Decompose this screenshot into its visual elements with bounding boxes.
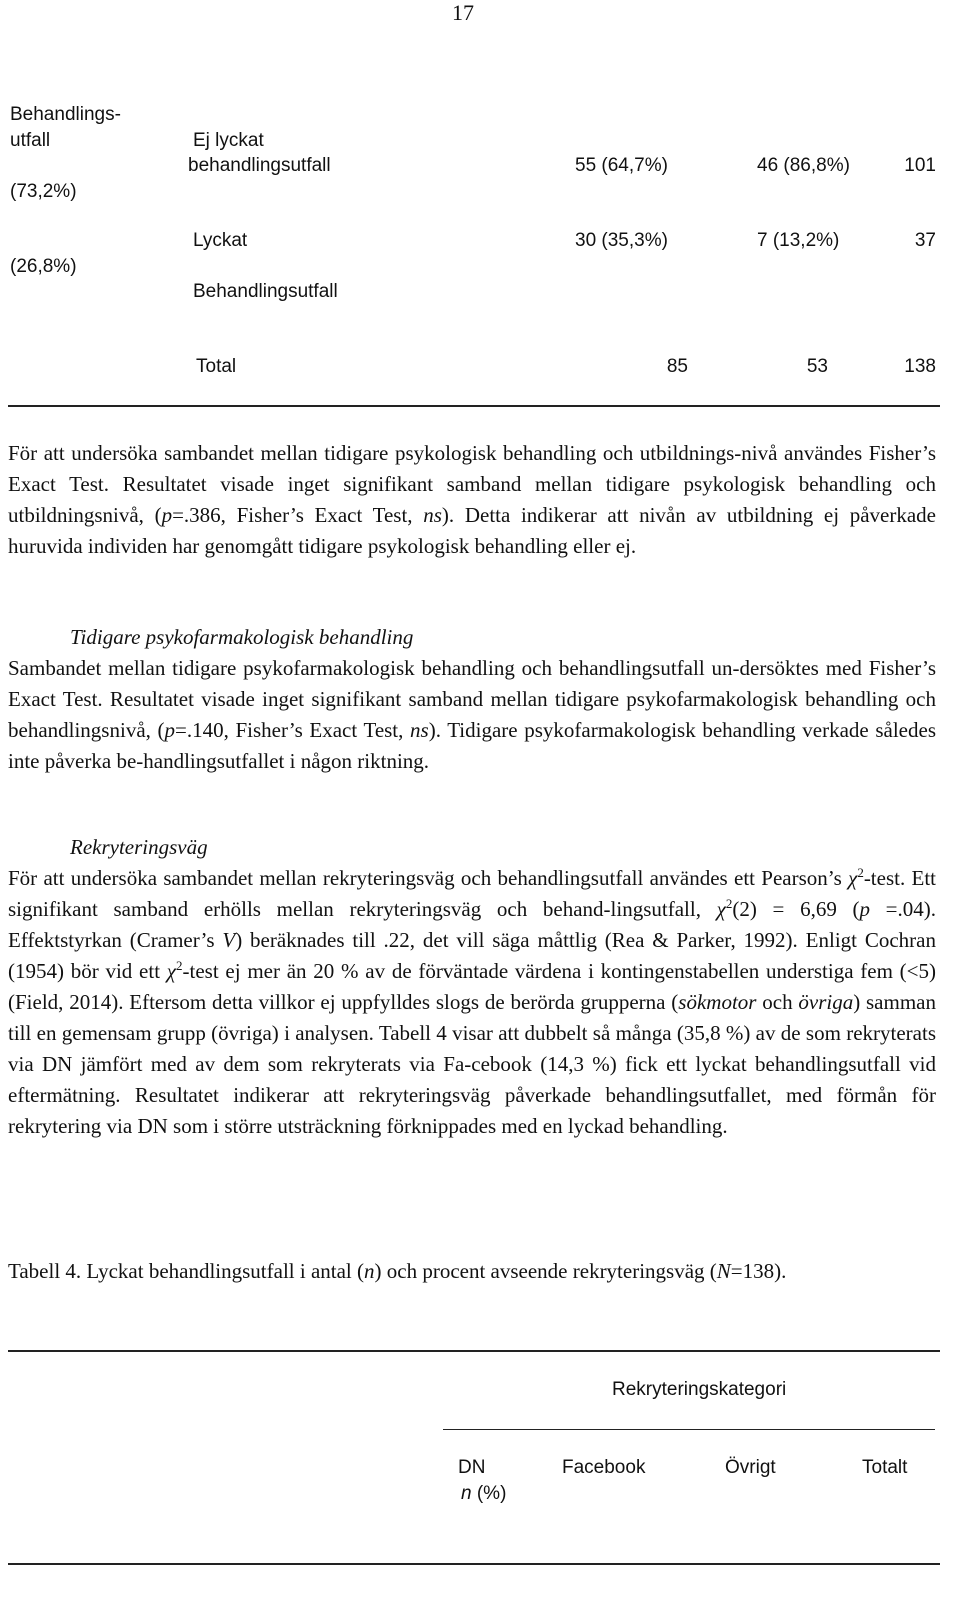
table-cell-total: 101 [904, 155, 936, 176]
text: =.140, Fisher’s Exact Test, [175, 718, 411, 742]
column-header-dn: DN [458, 1457, 486, 1478]
text: ) samman till en gemensam grupp (övriga) i analysen. Tabell 4 visar att dubbelt så många (35,8 %) av de som rekryterats via DN jämfört med av dem som rekryterats via Fa-cebook (14,3 %) fick ett lyckat behandlingsutfall vid eftermätning. Resultatet indikerar att rekryteringsväg påverkade behandlingsutfallet, med förmån för rekrytering via DN som i större utsträckning förknippades med en lyckad behandling. [8, 990, 936, 1138]
section-heading: Rekryteringsväg [70, 835, 208, 859]
text: ) och procent avseende rekryteringsväg ( [374, 1259, 717, 1283]
text: ). Detta indikerar att nivån av utbildning ej påverkade huruvida individen har genomgått tidigare psykologisk behandling eller ej. [8, 503, 936, 558]
row-header-label-line2: utfall [10, 130, 51, 151]
table-bottom-rule [8, 405, 940, 407]
italic-term: sökmotor [678, 990, 757, 1014]
italic-n: n [364, 1259, 375, 1283]
table-header-bottom-rule [8, 1563, 940, 1565]
paragraph-utbildning [8, 438, 936, 562]
table-cell-total: 37 [914, 230, 936, 251]
table-cell-total: 138 [904, 356, 936, 377]
chi-symbol: χ [848, 866, 858, 890]
table-cell: 55 (64,7%) [575, 155, 668, 176]
italic-n: n [461, 1483, 472, 1504]
text: =.04). Effektstyrkan (Cramer’s [8, 897, 936, 952]
table-caption [8, 1256, 936, 1287]
table-cell: 53 [806, 356, 828, 377]
text: =.386, Fisher’s Exact Test, [172, 503, 424, 527]
text: och [756, 990, 799, 1014]
column-header-totalt: Totalt [862, 1457, 908, 1478]
text: -test ej mer än 20 % av de förväntade värdena i kontingenstabellen understiga fem (<5) (Field, 2014). Eftersom detta villkor ej uppfylldes slogs de berörda grupperna ( [8, 959, 936, 1014]
column-subheader [461, 1483, 506, 1505]
text: Sambandet mellan tidigare psykofarmakologisk behandling och behandlingsutfall un-dersöktes med Fisher’s Exact Test. Resultatet visade inget signifikant samband mellan tidigare psykofarmakologisk behandling och behandlingsnivå, ( [8, 656, 936, 742]
superscript: 2 [176, 958, 183, 973]
section-psykofarmakologisk [8, 622, 936, 777]
row-label-line1: Lyckat [193, 230, 248, 251]
row-label-line1: Ej lyckat [193, 130, 264, 151]
text: För att undersöka sambandet mellan rekryteringsväg och behandlingsutfall användes ett Pearson’s [8, 866, 849, 890]
row-label-line2: Behandlingsutfall [193, 281, 338, 302]
text: (%) [471, 1483, 507, 1504]
group-header: Rekryteringskategori [612, 1379, 787, 1400]
page-number: 17 [452, 0, 474, 25]
group-header-rule [443, 1429, 935, 1430]
total-row-label: Total [196, 356, 237, 377]
table-cell: 85 [666, 356, 688, 377]
section-rekryteringsvag [8, 832, 936, 1142]
text: ). Tidigare psykofarmakologisk behandling verkade således inte påverka be-handlingsutfallet i någon riktning. [8, 718, 937, 773]
italic-p: p [161, 503, 173, 527]
italic-N: N [716, 1259, 731, 1283]
italic-p: p [164, 718, 176, 742]
text: -test. Ett signifikant samband erhölls mellan rekryteringsväg och behand-lingsutfall, [8, 866, 936, 921]
table-cell: 7 (13,2%) [757, 230, 840, 251]
superscript: 2 [857, 865, 864, 880]
text: (2) = 6,69 ( [732, 897, 860, 921]
italic-v: V [222, 928, 236, 952]
italic-term: övriga [798, 990, 854, 1014]
row-pct: (26,8%) [10, 256, 77, 277]
text: =138). [730, 1259, 787, 1283]
table-cell: 30 (35,3%) [575, 230, 668, 251]
row-label-line2: behandlingsutfall [188, 155, 331, 176]
column-header-facebook: Facebook [562, 1457, 646, 1478]
row-header-label-line1: Behandlings- [10, 104, 121, 125]
text: ) beräknades till .22, det vill säga måttlig (Rea & Parker, 1992). Enligt Cochran (1954) bör vid ett [8, 928, 936, 983]
chi-symbol: χ [716, 897, 726, 921]
text: Tabell 4. Lyckat behandlingsutfall i antal ( [8, 1259, 365, 1283]
superscript: 2 [725, 896, 733, 911]
italic-ns: ns [410, 718, 429, 742]
table-cell: 46 (86,8%) [757, 155, 850, 176]
italic-ns: ns [423, 503, 442, 527]
chi-symbol: χ [166, 959, 177, 983]
text: För att undersöka sambandet mellan tidigare psykologisk behandling och utbildnings-nivå användes Fisher’s Exact Test. Resultatet visade inget signifikant samband mellan tidigare psykologisk behandling och utbildningsnivå, ( [8, 441, 936, 527]
italic-p: p [859, 897, 870, 921]
table-top-rule [8, 1350, 940, 1352]
row-pct: (73,2%) [10, 181, 77, 202]
column-header-ovrigt: Övrigt [725, 1457, 776, 1478]
section-heading: Tidigare psykofarmakologisk behandling [70, 625, 414, 649]
